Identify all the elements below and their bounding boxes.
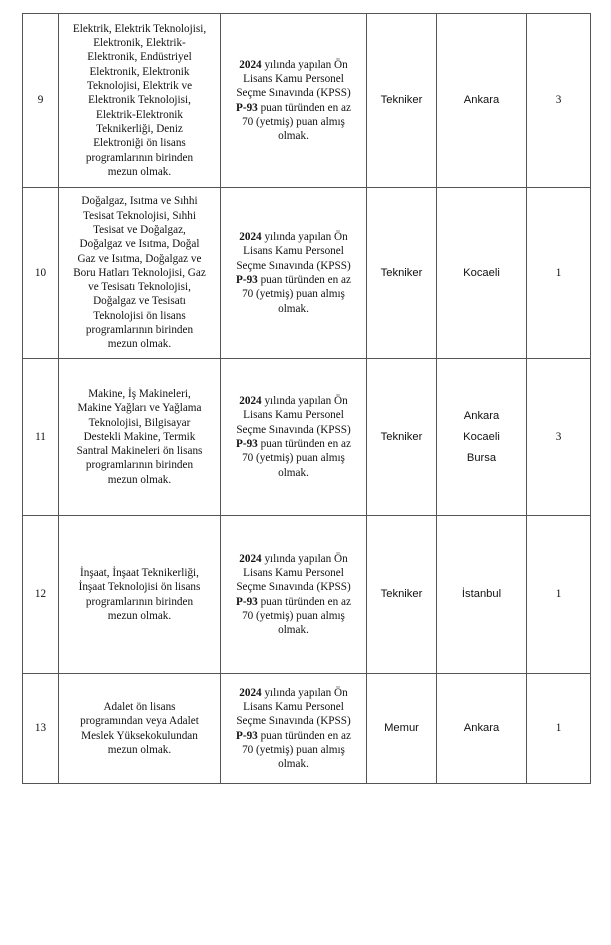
condition-text: puan türünden en az — [257, 101, 351, 114]
position-count: 3 — [527, 14, 591, 188]
position-title: Tekniker — [367, 188, 437, 359]
program-line: programından veya Adalet — [80, 715, 199, 728]
program-line: Tesisat Teknolojisi, Sıhhi — [83, 209, 196, 222]
condition-line: Seçme Sınavında (KPSS) — [236, 581, 351, 594]
position-title: Memur — [367, 674, 437, 784]
condition-line: 70 (yetmiş) puan almış — [242, 115, 345, 128]
program-line: Teknikerliği, Deniz — [96, 122, 183, 135]
program-line: Boru Hatları Teknolojisi, Gaz — [73, 266, 206, 279]
condition-line — [223, 394, 364, 408]
program-line: mezun olmak. — [107, 338, 172, 351]
score-type: P-93 — [236, 274, 258, 286]
condition-line — [223, 729, 364, 743]
program-line: Adalet ön lisans — [103, 700, 176, 713]
condition-line: olmak. — [278, 302, 309, 315]
city-name: İstanbul — [461, 588, 502, 600]
position-table — [22, 13, 591, 784]
position-title: Tekniker — [367, 516, 437, 674]
position-count: 1 — [527, 188, 591, 359]
condition-line: Lisans Kamu Personel — [243, 700, 344, 713]
condition-line — [223, 58, 364, 72]
exam-condition — [221, 516, 367, 674]
program-line: İnşaat, İnşaat Teknikerliği, — [80, 566, 199, 579]
exam-condition — [221, 674, 367, 784]
program-line: programlarının birinden — [85, 324, 194, 337]
city-name: Bursa — [466, 451, 497, 464]
condition-text: yılında yapılan Ön — [261, 231, 348, 244]
program-line: mezun olmak. — [107, 609, 172, 622]
condition-line: Seçme Sınavında (KPSS) — [236, 87, 351, 100]
position-count: 3 — [527, 359, 591, 516]
city-name: Kocaeli — [463, 266, 500, 279]
program-line: ve Tesisatı Teknolojisi, — [88, 281, 191, 294]
city-cell — [437, 14, 527, 188]
condition-line — [223, 230, 364, 244]
program-line: Destekli Makine, Termik — [83, 430, 196, 443]
condition-line: 70 (yetmiş) puan almış — [242, 452, 345, 465]
program-line: Elektronik, Elektrik- — [93, 37, 186, 50]
table-row — [23, 188, 591, 359]
score-type: P-93 — [236, 595, 258, 608]
program-line: Tesisat ve Doğalgaz, — [93, 223, 186, 236]
program-requirement — [59, 516, 221, 674]
program-line: mezun olmak. — [107, 165, 172, 178]
exam-condition — [221, 14, 367, 188]
program-line: programlarının birinden — [85, 595, 194, 608]
position-count: 1 — [527, 674, 591, 784]
condition-line: Seçme Sınavında (KPSS) — [236, 259, 351, 272]
condition-text: yılında yapılan Ön — [261, 58, 348, 71]
condition-line: 70 (yetmiş) puan almış — [242, 743, 345, 756]
city-name: Kocaeli — [463, 430, 500, 443]
row-number: 13 — [23, 674, 59, 784]
row-number: 12 — [23, 516, 59, 674]
score-type: P-93 — [236, 729, 258, 742]
condition-line: Seçme Sınavında (KPSS) — [236, 715, 351, 728]
table-row — [23, 516, 591, 674]
program-line: Elektronik, Endüstriyel — [87, 51, 192, 64]
program-line: Elektronik, Elektronik — [89, 65, 190, 78]
exam-year: 2024 — [239, 686, 262, 699]
condition-line: Lisans Kamu Personel — [243, 72, 344, 85]
program-line: Teknolojisi, Elektrik ve — [86, 80, 193, 93]
exam-year: 2024 — [239, 395, 262, 408]
condition-line: Seçme Sınavında (KPSS) — [236, 423, 351, 436]
condition-line — [223, 595, 364, 609]
table-row — [23, 674, 591, 784]
condition-line: olmak. — [278, 758, 309, 771]
program-requirement — [59, 14, 221, 188]
city-cell — [437, 516, 527, 674]
condition-line — [223, 686, 364, 700]
program-line: Santral Makineleri ön lisans — [76, 445, 203, 458]
exam-condition — [221, 359, 367, 516]
row-number: 10 — [23, 188, 59, 359]
program-line: programlarının birinden — [85, 459, 194, 472]
program-requirement — [59, 188, 221, 359]
table-row — [23, 14, 591, 188]
program-line: Gaz ve Isıtma, Doğalgaz ve — [77, 252, 202, 265]
city-cell — [437, 674, 527, 784]
program-line: Makine Yağları ve Yağlama — [77, 402, 202, 415]
condition-line: Lisans Kamu Personel — [243, 409, 344, 422]
program-line: mezun olmak. — [107, 473, 172, 486]
program-line: Teknolojisi, Bilgisayar — [88, 416, 191, 429]
city-name: Ankara — [463, 409, 500, 422]
position-title: Tekniker — [367, 359, 437, 516]
condition-text: puan türünden en az — [257, 595, 351, 608]
condition-line: olmak. — [278, 624, 309, 637]
condition-line: 70 (yetmiş) puan almış — [242, 288, 345, 301]
city-cell — [437, 188, 527, 359]
program-line: Elektronik Teknolojisi, — [88, 94, 191, 107]
program-line: İnşaat Teknolojisi ön lisans — [78, 581, 201, 594]
program-line: Makine, İş Makineleri, — [88, 387, 191, 400]
exam-year: 2024 — [239, 231, 262, 244]
program-requirement — [59, 359, 221, 516]
condition-line — [223, 437, 364, 451]
condition-line — [223, 101, 364, 115]
program-line: Meslek Yüksekokulundan — [81, 729, 198, 742]
city-name: Ankara — [463, 94, 500, 106]
program-line: Elektroniği ön lisans — [93, 137, 186, 150]
city-name: Ankara — [463, 722, 500, 734]
program-line: Teknolojisi ön lisans — [93, 309, 186, 322]
condition-text: yılında yapılan Ön — [261, 552, 348, 565]
program-line: programlarının birinden — [85, 151, 194, 164]
program-line: Doğalgaz, Isıtma ve Sıhhi — [81, 195, 198, 208]
program-requirement — [59, 674, 221, 784]
exam-year: 2024 — [239, 552, 262, 565]
score-type: P-93 — [236, 438, 258, 450]
row-number: 9 — [23, 14, 59, 188]
position-count: 1 — [527, 516, 591, 674]
row-number: 11 — [23, 359, 59, 516]
condition-line: Lisans Kamu Personel — [243, 566, 344, 579]
condition-line: Lisans Kamu Personel — [243, 245, 344, 258]
condition-text: puan türünden en az — [257, 729, 351, 742]
program-line: Elektrik-Elektronik — [96, 108, 183, 121]
condition-line — [223, 552, 364, 566]
program-line: Doğalgaz ve Isıtma, Doğal — [79, 238, 200, 251]
condition-line: olmak. — [278, 466, 309, 479]
score-type: P-93 — [236, 101, 258, 114]
program-line: Doğalgaz ve Tesisatı — [93, 295, 186, 308]
condition-line — [223, 273, 364, 287]
city-cell — [437, 359, 527, 516]
table-row — [23, 359, 591, 516]
condition-text: puan türünden en az — [257, 438, 351, 450]
exam-condition — [221, 188, 367, 359]
condition-line: olmak. — [278, 130, 309, 143]
exam-year: 2024 — [239, 58, 262, 71]
position-title: Tekniker — [367, 14, 437, 188]
condition-text: yılında yapılan Ön — [261, 686, 348, 699]
program-line: Elektrik, Elektrik Teknolojisi, — [72, 22, 207, 35]
condition-text: yılında yapılan Ön — [261, 395, 348, 408]
condition-line: 70 (yetmiş) puan almış — [242, 609, 345, 622]
condition-text: puan türünden en az — [257, 274, 351, 286]
program-line: mezun olmak. — [107, 743, 172, 756]
